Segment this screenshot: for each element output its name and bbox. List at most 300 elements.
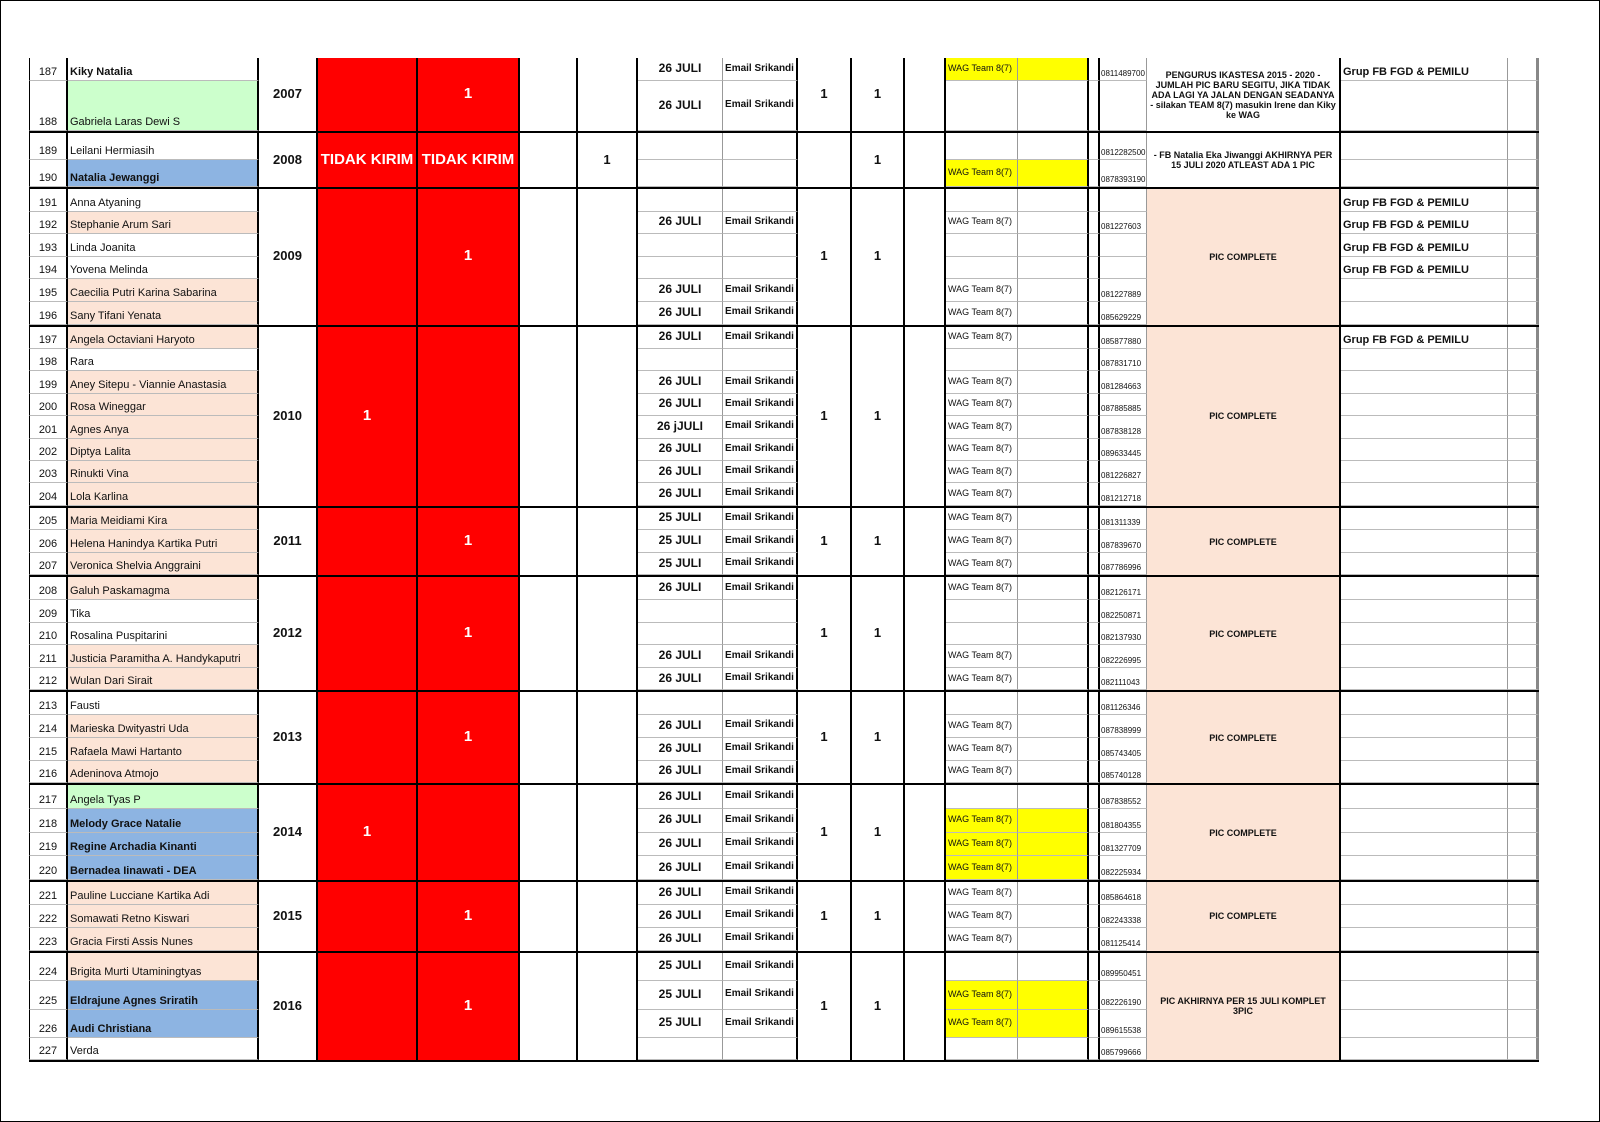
email-status: Email Srikandi (723, 371, 798, 393)
last-cell (1508, 623, 1539, 646)
last-cell (1508, 882, 1539, 905)
wag-status: WAG Team 8(7) (946, 882, 1018, 905)
status-cell-1 (318, 692, 418, 783)
member-name[interactable]: Linda Joanita (68, 234, 259, 257)
row-number: 214 (29, 715, 68, 738)
facebook-group (1341, 715, 1508, 738)
row-number: 187 (29, 58, 68, 81)
last-cell (1508, 302, 1539, 325)
member-name[interactable]: Brigita Murti Utaminingtyas (68, 953, 259, 981)
phone-number: 089633445 (1100, 439, 1147, 461)
count-cell-2: 1 (852, 58, 905, 131)
email-status: Email Srikandi (723, 508, 798, 531)
row-number: 201 (29, 416, 68, 438)
email-status: Email Srikandi (723, 645, 798, 668)
marker-cell (1089, 394, 1100, 416)
marker-cell (1089, 416, 1100, 438)
email-status: Email Srikandi (723, 785, 798, 809)
date-sent: 26 JULI (638, 81, 723, 131)
count-cell-1: 1 (798, 692, 852, 783)
member-name[interactable]: Rara (68, 349, 259, 371)
date-sent: 25 JULI (638, 981, 723, 1010)
member-name[interactable]: Adeninova Atmojo (68, 761, 259, 784)
count-cell-2: 1 (852, 577, 905, 690)
wag-extra (1018, 1038, 1089, 1060)
note-cell: PIC COMPLETE (1147, 508, 1341, 576)
row-number: 193 (29, 234, 68, 257)
phone-number: 081227603 (1100, 212, 1147, 235)
year-cell: 2010 (259, 327, 318, 506)
facebook-group (1341, 81, 1508, 131)
last-cell (1508, 58, 1539, 81)
row-number: 202 (29, 439, 68, 461)
last-cell (1508, 600, 1539, 623)
wag-extra (1018, 738, 1089, 761)
phone-number: 087839670 (1100, 530, 1147, 553)
email-status: Email Srikandi (723, 416, 798, 438)
facebook-group (1341, 809, 1508, 833)
wag-extra (1018, 905, 1089, 928)
facebook-group (1341, 981, 1508, 1010)
phone-number (1100, 81, 1147, 131)
marker-cell (1089, 439, 1100, 461)
marker-cell (1089, 1038, 1100, 1060)
date-sent (638, 234, 723, 257)
date-sent: 26 JULI (638, 668, 723, 691)
facebook-group (1341, 645, 1508, 668)
date-sent (638, 160, 723, 187)
marker-cell (1089, 981, 1100, 1010)
count-cell-2: 1 (852, 882, 905, 951)
member-name[interactable]: Sany Tifani Yenata (68, 302, 259, 325)
last-cell (1508, 981, 1539, 1010)
date-sent: 26 JULI (638, 761, 723, 784)
date-sent (638, 349, 723, 371)
marker-cell (1089, 833, 1100, 857)
row-number: 190 (29, 160, 68, 187)
date-sent: 25 JULI (638, 508, 723, 531)
last-cell (1508, 133, 1539, 160)
marker-cell (1089, 483, 1100, 505)
count-cell-2: 1 (852, 189, 905, 325)
member-name[interactable]: Audi Christiana (68, 1010, 259, 1038)
wag-status: WAG Team 8(7) (946, 461, 1018, 483)
marker-cell (1089, 785, 1100, 809)
wag-status (946, 953, 1018, 981)
spacer-cell (905, 692, 946, 783)
wag-status (946, 189, 1018, 212)
member-name[interactable]: Kiky Natalia (68, 58, 259, 81)
marker-cell (1089, 327, 1100, 349)
phone-number: 081327709 (1100, 833, 1147, 857)
marker-cell (1089, 928, 1100, 951)
member-name[interactable]: Bernadea Iinawati - DEA (68, 856, 259, 880)
wag-status: WAG Team 8(7) (946, 1010, 1018, 1038)
row-number: 200 (29, 394, 68, 416)
last-cell (1508, 553, 1539, 576)
phone-number: 082226995 (1100, 645, 1147, 668)
member-name[interactable]: Rosalina Puspitarini (68, 623, 259, 646)
year-cell: 2012 (259, 577, 318, 690)
wag-extra (1018, 133, 1089, 160)
wag-extra (1018, 577, 1089, 600)
email-status: Email Srikandi (723, 738, 798, 761)
email-status: Email Srikandi (723, 981, 798, 1010)
member-name[interactable]: Helena Hanindya Kartika Putri (68, 530, 259, 553)
last-cell (1508, 833, 1539, 857)
member-name[interactable]: Agnes Anya (68, 416, 259, 438)
member-name[interactable]: Anna Atyaning (68, 189, 259, 212)
phone-number: 085743405 (1100, 738, 1147, 761)
row-number: 211 (29, 645, 68, 668)
year-cell: 2015 (259, 882, 318, 951)
last-cell (1508, 785, 1539, 809)
member-name[interactable]: Yovena Melinda (68, 257, 259, 280)
member-name[interactable]: Lola Karlina (68, 483, 259, 505)
wag-status: WAG Team 8(7) (946, 530, 1018, 553)
status-cell-2: 1 (418, 953, 520, 1060)
facebook-group (1341, 553, 1508, 576)
facebook-group (1341, 133, 1508, 160)
count-cell-1: 1 (798, 785, 852, 880)
note-cell: PENGURUS IKASTESA 2015 - 2020 - JUMLAH PIC BARU SEGITU, JIKA TIDAK ADA LAGI YA JALAN DENGAN SEADANYA - silakan TEAM 8(7) masukin Irene dan Kiky ke WAG (1147, 58, 1341, 131)
facebook-group (1341, 761, 1508, 784)
member-name[interactable]: Fausti (68, 692, 259, 715)
marker-cell (1089, 530, 1100, 553)
phone-number: 087838128 (1100, 416, 1147, 438)
facebook-group: Grup FB FGD & PEMILU (1341, 257, 1508, 280)
facebook-group (1341, 508, 1508, 531)
marker-cell (1089, 212, 1100, 235)
marker-cell (1089, 809, 1100, 833)
last-cell (1508, 928, 1539, 951)
count-cell: 1 (578, 133, 638, 187)
email-status: Email Srikandi (723, 668, 798, 691)
phone-number: 085740128 (1100, 761, 1147, 784)
email-status (723, 349, 798, 371)
status-cell-1 (318, 58, 418, 131)
wag-extra (1018, 809, 1089, 833)
phone-number: 087838999 (1100, 715, 1147, 738)
row-number: 220 (29, 856, 68, 880)
wag-extra (1018, 189, 1089, 212)
wag-extra (1018, 1010, 1089, 1038)
count-cell-1: 1 (798, 327, 852, 506)
last-cell (1508, 738, 1539, 761)
wag-status (946, 257, 1018, 280)
member-name[interactable]: Eldrajune Agnes Sriratih (68, 981, 259, 1010)
row-number: 225 (29, 981, 68, 1010)
member-name[interactable]: Tika (68, 600, 259, 623)
member-name[interactable]: Diptya Lalita (68, 439, 259, 461)
facebook-group: Grup FB FGD & PEMILU (1341, 58, 1508, 81)
last-cell (1508, 461, 1539, 483)
member-name[interactable]: Pauline Lucciane Kartika Adi (68, 882, 259, 905)
phone-number: 081125414 (1100, 928, 1147, 951)
phone-number: 082225934 (1100, 856, 1147, 880)
phone-number: 082243338 (1100, 905, 1147, 928)
row-number: 198 (29, 349, 68, 371)
spacer-cell (905, 785, 946, 880)
row-number: 221 (29, 882, 68, 905)
row-number: 216 (29, 761, 68, 784)
email-status: Email Srikandi (723, 577, 798, 600)
last-cell (1508, 1010, 1539, 1038)
marker-cell (1089, 600, 1100, 623)
member-name[interactable]: Aney Sitepu - Viannie Anastasia (68, 371, 259, 393)
member-name[interactable]: Galuh Paskamagma (68, 577, 259, 600)
row-number: 191 (29, 189, 68, 212)
date-sent: 25 JULI (638, 1010, 723, 1038)
member-name[interactable]: Stephanie Arum Sari (68, 212, 259, 235)
row-number: 212 (29, 668, 68, 691)
facebook-group (1341, 483, 1508, 505)
marker-cell (1089, 761, 1100, 784)
row-number: 192 (29, 212, 68, 235)
note-cell: PIC COMPLETE (1147, 327, 1341, 506)
phone-number: 087831710 (1100, 349, 1147, 371)
date-sent: 26 JULI (638, 738, 723, 761)
facebook-group (1341, 623, 1508, 646)
spacer-cell (905, 953, 946, 1060)
email-status (723, 600, 798, 623)
year-group-2015 (29, 882, 1539, 953)
wag-status: WAG Team 8(7) (946, 327, 1018, 349)
blank-cell (520, 189, 578, 325)
date-sent: 26 JULI (638, 928, 723, 951)
wag-extra (1018, 553, 1089, 576)
count-cell-1: 1 (798, 953, 852, 1060)
year-group-2013 (29, 692, 1539, 785)
member-name[interactable]: Justicia Paramitha A. Handykaputri (68, 645, 259, 668)
row-number: 213 (29, 692, 68, 715)
count-cell-2: 1 (852, 133, 905, 187)
email-status: Email Srikandi (723, 553, 798, 576)
blank-cell (520, 133, 578, 187)
last-cell (1508, 953, 1539, 981)
email-status: Email Srikandi (723, 833, 798, 857)
count-cell-1: 1 (798, 189, 852, 325)
email-status (723, 234, 798, 257)
count-cell (578, 577, 638, 690)
member-name[interactable]: Veronica Shelvia Anggraini (68, 553, 259, 576)
last-cell (1508, 257, 1539, 280)
facebook-group (1341, 668, 1508, 691)
last-cell (1508, 715, 1539, 738)
blank-cell (520, 58, 578, 131)
facebook-group (1341, 882, 1508, 905)
email-status (723, 133, 798, 160)
marker-cell (1089, 577, 1100, 600)
email-status: Email Srikandi (723, 483, 798, 505)
wag-extra (1018, 58, 1089, 81)
email-status: Email Srikandi (723, 279, 798, 302)
facebook-group: Grup FB FGD & PEMILU (1341, 212, 1508, 235)
wag-extra (1018, 856, 1089, 880)
wag-extra (1018, 623, 1089, 646)
facebook-group (1341, 833, 1508, 857)
member-name[interactable]: Natalia Jewanggi (68, 160, 259, 187)
member-name[interactable]: Rosa Wineggar (68, 394, 259, 416)
row-number: 224 (29, 953, 68, 981)
member-name[interactable]: Caecilia Putri Karina Sabarina (68, 279, 259, 302)
member-name[interactable]: Angela Octaviani Haryoto (68, 327, 259, 349)
facebook-group (1341, 600, 1508, 623)
last-cell (1508, 279, 1539, 302)
status-cell-2: 1 (418, 577, 520, 690)
wag-status: WAG Team 8(7) (946, 809, 1018, 833)
note-cell: PIC COMPLETE (1147, 785, 1341, 880)
wag-status: WAG Team 8(7) (946, 553, 1018, 576)
phone-number: 082111043 (1100, 668, 1147, 691)
count-cell-1: 1 (798, 58, 852, 131)
facebook-group (1341, 530, 1508, 553)
email-status: Email Srikandi (723, 530, 798, 553)
row-number: 205 (29, 508, 68, 531)
status-cell-1: 1 (318, 327, 418, 506)
member-name[interactable]: Verda (68, 1038, 259, 1060)
year-group-2008 (29, 133, 1539, 189)
marker-cell (1089, 553, 1100, 576)
facebook-group (1341, 856, 1508, 880)
phone-number (1100, 189, 1147, 212)
member-name[interactable]: Leilani Hermiasih (68, 133, 259, 160)
wag-extra (1018, 928, 1089, 951)
member-name[interactable]: Gracia Firsti Assis Nunes (68, 928, 259, 951)
phone-number: 089950451 (1100, 953, 1147, 981)
spacer-cell (905, 882, 946, 951)
count-cell-1: 1 (798, 508, 852, 576)
marker-cell (1089, 58, 1100, 81)
member-name[interactable]: Rafaela Mawi Hartanto (68, 738, 259, 761)
count-cell (578, 785, 638, 880)
wag-status: WAG Team 8(7) (946, 856, 1018, 880)
wag-extra (1018, 160, 1089, 187)
last-cell (1508, 349, 1539, 371)
phone-number: 0878393190 (1100, 160, 1147, 187)
row-number: 208 (29, 577, 68, 600)
member-name[interactable]: Somawati Retno Kiswari (68, 905, 259, 928)
member-name[interactable]: Gabriela Laras Dewi S (68, 81, 259, 131)
marker-cell (1089, 856, 1100, 880)
wag-extra (1018, 600, 1089, 623)
email-status (723, 160, 798, 187)
phone-number: 081212718 (1100, 483, 1147, 505)
count-cell (578, 189, 638, 325)
year-group-2016 (29, 953, 1539, 1062)
spacer-cell (905, 508, 946, 576)
date-sent: 26 JULI (638, 483, 723, 505)
wag-status: WAG Team 8(7) (946, 981, 1018, 1010)
email-status: Email Srikandi (723, 58, 798, 81)
date-sent: 26 JULI (638, 58, 723, 81)
date-sent (638, 189, 723, 212)
member-name[interactable]: Regine Archadia Kinanti (68, 833, 259, 857)
count-cell (578, 58, 638, 131)
phone-number: 081284663 (1100, 371, 1147, 393)
member-name[interactable]: Melody Grace Natalie (68, 809, 259, 833)
status-cell-2: 1 (418, 882, 520, 951)
row-number: 227 (29, 1038, 68, 1060)
status-cell-2: 1 (418, 692, 520, 783)
year-group-2010 (29, 327, 1539, 508)
wag-status: WAG Team 8(7) (946, 645, 1018, 668)
last-cell (1508, 327, 1539, 349)
wag-extra (1018, 81, 1089, 131)
row-number: 204 (29, 483, 68, 505)
phone-number (1100, 257, 1147, 280)
date-sent: 26 JULI (638, 302, 723, 325)
member-name[interactable]: Angela Tyas P (68, 785, 259, 809)
wag-status: WAG Team 8(7) (946, 833, 1018, 857)
wag-status: WAG Team 8(7) (946, 905, 1018, 928)
date-sent: 26 JULI (638, 577, 723, 600)
wag-status: WAG Team 8(7) (946, 371, 1018, 393)
email-status (723, 189, 798, 212)
wag-extra (1018, 761, 1089, 784)
facebook-group (1341, 394, 1508, 416)
wag-status: WAG Team 8(7) (946, 761, 1018, 784)
row-number: 206 (29, 530, 68, 553)
last-cell (1508, 668, 1539, 691)
last-cell (1508, 416, 1539, 438)
facebook-group: Grup FB FGD & PEMILU (1341, 327, 1508, 349)
date-sent: 26 JULI (638, 394, 723, 416)
date-sent: 26 JULI (638, 371, 723, 393)
date-sent (638, 623, 723, 646)
email-status: Email Srikandi (723, 715, 798, 738)
member-name[interactable]: Wulan Dari Sirait (68, 668, 259, 691)
wag-extra (1018, 302, 1089, 325)
wag-status: WAG Team 8(7) (946, 577, 1018, 600)
wag-extra (1018, 530, 1089, 553)
date-sent: 26 JULI (638, 856, 723, 880)
email-status: Email Srikandi (723, 439, 798, 461)
wag-extra (1018, 416, 1089, 438)
marker-cell (1089, 133, 1100, 160)
wag-extra (1018, 371, 1089, 393)
status-cell-2: 1 (418, 508, 520, 576)
row-number: 219 (29, 833, 68, 857)
last-cell (1508, 212, 1539, 235)
row-number: 194 (29, 257, 68, 280)
date-sent: 25 JULI (638, 553, 723, 576)
marker-cell (1089, 279, 1100, 302)
spacer-cell (905, 189, 946, 325)
email-status: Email Srikandi (723, 302, 798, 325)
last-cell (1508, 692, 1539, 715)
member-name[interactable]: Rinukti Vina (68, 461, 259, 483)
facebook-group (1341, 692, 1508, 715)
date-sent: 26 JULI (638, 809, 723, 833)
row-number: 195 (29, 279, 68, 302)
last-cell (1508, 508, 1539, 531)
member-name[interactable]: Maria Meidiami Kira (68, 508, 259, 531)
member-name[interactable]: Marieska Dwityastri Uda (68, 715, 259, 738)
blank-cell (520, 785, 578, 880)
facebook-group (1341, 1038, 1508, 1060)
wag-status (946, 234, 1018, 257)
marker-cell (1089, 668, 1100, 691)
count-cell (578, 508, 638, 576)
wag-status: WAG Team 8(7) (946, 416, 1018, 438)
date-sent: 25 JULI (638, 953, 723, 981)
count-cell-1: 1 (798, 882, 852, 951)
email-status: Email Srikandi (723, 81, 798, 131)
year-group-2007 (29, 58, 1539, 133)
note-cell: PIC COMPLETE (1147, 189, 1341, 325)
row-number: 196 (29, 302, 68, 325)
